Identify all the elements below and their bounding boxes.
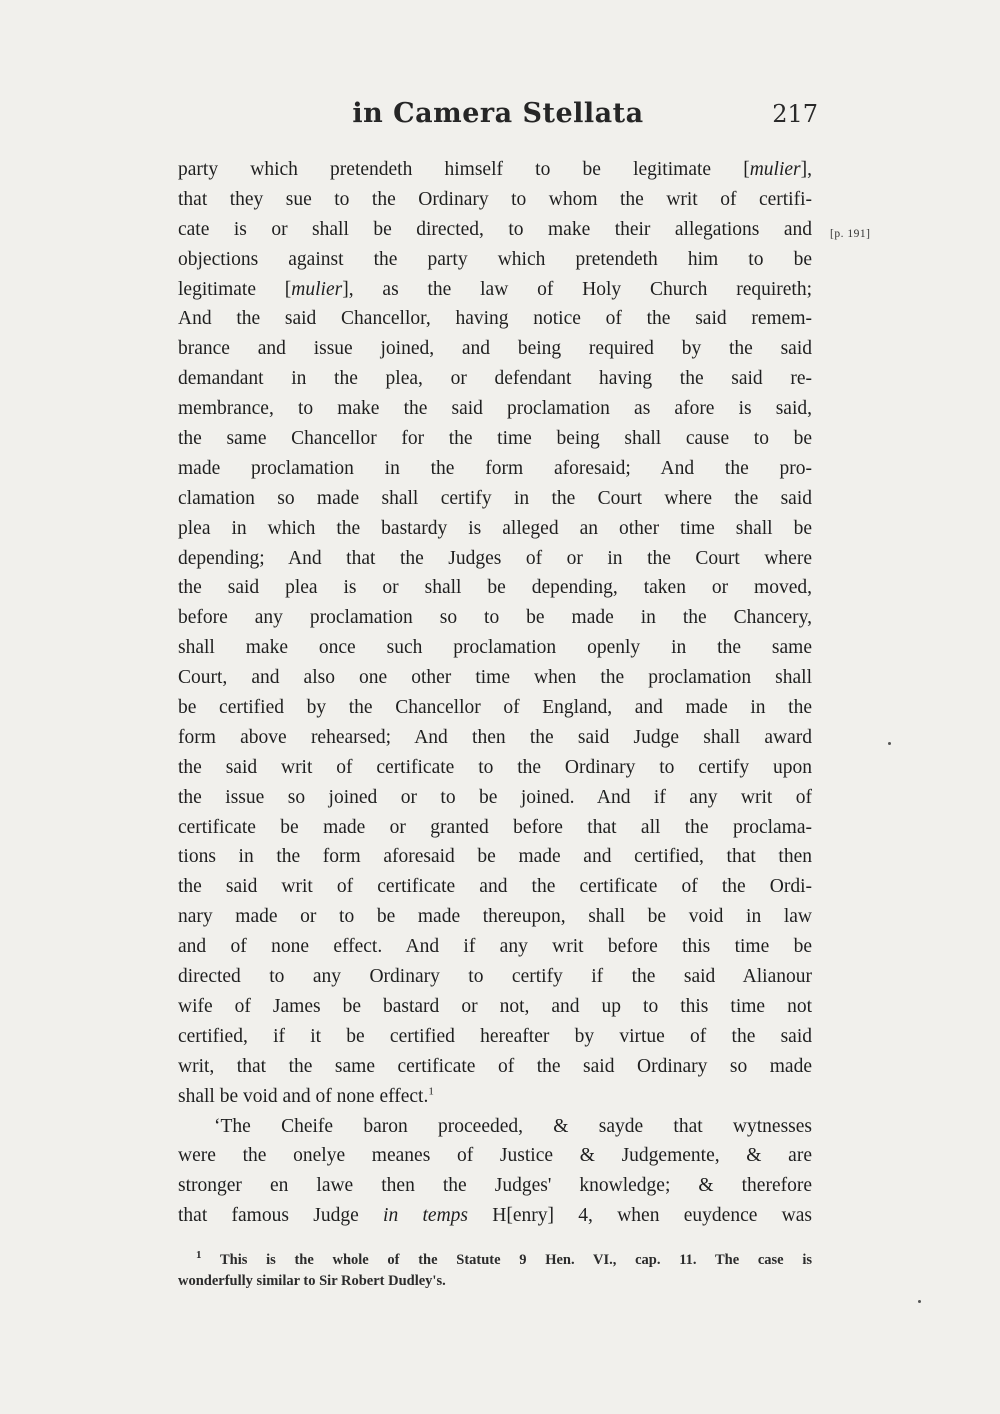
text-line: cate is or shall be directed, to make their allegations and (178, 218, 812, 240)
text-line: shall make once such proclamation openly in the same (178, 637, 812, 659)
text-line: writ, that the same certificate of the said Ordinary so made (178, 1055, 812, 1077)
text-line: made proclamation in the form aforesaid; And the pro- (178, 457, 812, 479)
text-line: be certified by the Chancellor of England, and made in the (178, 697, 812, 719)
text-line: objections against the party which pretendeth him to be (178, 248, 812, 270)
quote-line: were the onelye meanes of Justice & Judgemente, & are (178, 1145, 812, 1167)
text-line: shall be void and of none effect. (178, 1085, 429, 1107)
running-title: in Camera Stellata (352, 98, 644, 129)
footnote-line (178, 1250, 812, 1271)
text-line: clamation so made shall certify in the Court where the said (178, 487, 812, 509)
text-line: certificate be made or granted before that all the proclama- (178, 816, 812, 838)
text-line: certified, if it be certified hereafter by virtue of the said (178, 1025, 812, 1047)
text-line: the same Chancellor for the time being shall cause to be (178, 428, 812, 450)
text-line: the said plea is or shall be depending, taken or moved, (178, 577, 812, 599)
text-line: before any proclamation so to be made in the Chancery, (178, 607, 812, 629)
text-line: nary made or to be made thereupon, shall be void in law (178, 906, 812, 928)
text-line: directed to any Ordinary to certify if the said Alianour (178, 966, 812, 988)
footnote-line: wonderfully similar to Sir Robert Dudley's. (178, 1273, 446, 1289)
text-line: the issue so joined or to be joined. And if any writ of (178, 786, 812, 808)
body-text (178, 155, 812, 1231)
paper-speck (888, 742, 891, 745)
text-line-end-of-statute (178, 1082, 812, 1112)
text-line: membrance, to make the said proclamation as afore is said, (178, 398, 812, 420)
text-line: tions in the form aforesaid be made and certified, that then (178, 846, 812, 868)
page-number: 217 (772, 100, 818, 128)
text-line: party which pretendeth himself to be legitimate [mulier], (178, 159, 812, 180)
footnote-text: This is the whole of the Statute 9 Hen. VI., cap. 11. The case is (219, 1252, 812, 1268)
footnote-marker: 1 (196, 1249, 202, 1262)
text-line: demandant in the plea, or defendant having the said re- (178, 368, 812, 390)
text-line: the said writ of certificate and the certificate of the Ordi- (178, 876, 812, 898)
text-line: and of none effect. And if any writ before this time be (178, 936, 812, 958)
text-line: form above rehearsed; And then the said Judge shall award (178, 726, 812, 748)
text-line: the said writ of certificate to the Ordinary to certify upon (178, 756, 812, 778)
text-line: that they sue to the Ordinary to whom the writ of certifi- (178, 188, 812, 210)
quote-line: ‘The Cheife baron proceeded, & sayde that wytnesses (214, 1115, 812, 1137)
paper-speck (918, 1300, 921, 1303)
margin-page-reference: [p. 191] (830, 228, 871, 240)
text-line: plea in which the bastardy is alleged an other time shall be (178, 517, 812, 539)
quote-line: that famous Judge in temps H[enry] 4, when euydence was (178, 1205, 813, 1227)
text-line: And the said Chancellor, having notice of the said remem- (178, 308, 812, 330)
text-line: brance and issue joined, and being required by the said (178, 338, 812, 360)
footnote (178, 1250, 812, 1292)
text-line: legitimate [mulier], as the law of Holy Church requireth; (178, 278, 813, 300)
text-line: Court, and also one other time when the proclamation shall (178, 667, 812, 689)
footnote-reference: 1 (428, 1085, 434, 1098)
running-head (178, 98, 818, 138)
quote-line: stronger en lawe then the Judges' knowledge; & therefore (178, 1175, 812, 1197)
text-line: depending; And that the Judges of or in the Court where (178, 547, 812, 569)
text-line: wife of James be bastard or not, and up to this time not (178, 995, 812, 1017)
